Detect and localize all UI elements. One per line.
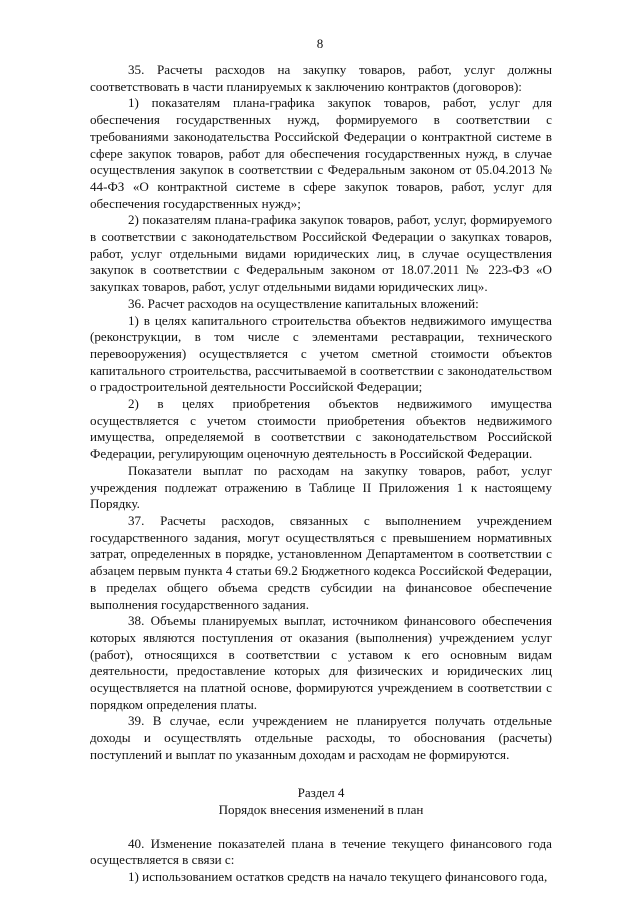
paragraph-39: 39. В случае, если учреждением не планируется получать отдельные доходы и осуществлять отдельные расходы, то обоснования (расчеты) поступлений и выплат по указанным доходам и расходам не формируются. (90, 713, 552, 762)
section-heading: Раздел 4 (297, 784, 345, 800)
paragraph-36-item-1: 1) в целях капитального строительства объектов недвижимого имущества (реконструкции, в том числе с элементами реставрации, технического перевооружения) осуществляется с учетом сметной стоимости объектов капитального строительства, рассчитываемой в соответствии с законодательством о градостроительной деятельности Российской Федерации; (90, 312, 552, 395)
paragraph-35-item-1: 1) показателям плана-графика закупок товаров, работ, услуг для обеспечения государственных нужд, формируемого в соответствии с требованиями законодательства Российской Федерации о контрактной системе в сфере закупок товаров, работ для обеспечения государственных нужд, в случае осуществления закупок в соответствии с Федеральным законом от 05.04.2013 № 44-ФЗ «О контрактной системе в сфере закупок товаров, работ, услуг для обеспечения государственных нужд»; (90, 95, 552, 211)
paragraph-36-item-2: 2) в целях приобретения объектов недвижимого имущества осуществляется с учетом стоимости приобретения объектов недвижимого имущества, определяемой в соответствии с законодательством Российской Федерации, регулирующим оценочную деятельность в Российской Федерации. (90, 396, 552, 462)
paragraph-36-note: Показатели выплат по расходам на закупку товаров, работ, услуг учреждения подлежат отражению в Таблице II Приложения 1 к настоящему Порядку. (90, 462, 552, 512)
paragraph-38: 38. Объемы планируемых выплат, источником финансового обеспечения которых являются поступления от оказания (выполнения) учреждением услуг (работ), относящихся в соответствии с уставом к его основным видам деятельности, предоставление которых для физических и юридических лиц осуществляется на платной основе, формируются учреждением в соответствии с порядком определения платы. (90, 613, 552, 712)
paragraph-35: 35. Расчеты расходов на закупку товаров, работ, услуг должны соответствовать в части планируемых к заключению контрактов (договоров): (90, 62, 552, 94)
paragraph-37: 37. Расчеты расходов, связанных с выполнением учреждением государственного задания, могут осуществляться с превышением нормативных затрат, определенных в порядке, установленном Департаментом в соответствии с абзацем первым пункта 4 статьи 69.2 Бюджетного кодекса Российской Федерации, в пределах общего объема средств субсидии на финансовое обеспечение выполнения государственного задания. (90, 512, 552, 612)
section-title: Порядок внесения изменений в план (218, 801, 424, 817)
document-body (90, 62, 552, 886)
paragraph-36: 36. Расчет расходов на осуществление капитальных вложений: (128, 295, 479, 311)
paragraph-40-item-1: 1) использованием остатков средств на начало текущего финансового года, (128, 868, 548, 884)
paragraph-40: 40. Изменение показателей плана в течение текущего финансового года осуществляется в связи с: (90, 835, 552, 868)
paragraph-35-item-2: 2) показателям плана-графика закупок товаров, работ, услуг, формируемого в соответствии с законодательством Российской Федерации о закупках товаров, работ, услуг отдельными видами юридических лиц, в случае осуществления закупок в соответствии с Федеральным законом от 18.07.2011 № 223-ФЗ «О закупках товаров, работ, услуг отдельными видами юридических лиц». (90, 212, 552, 295)
page-number: 8 (316, 36, 324, 51)
